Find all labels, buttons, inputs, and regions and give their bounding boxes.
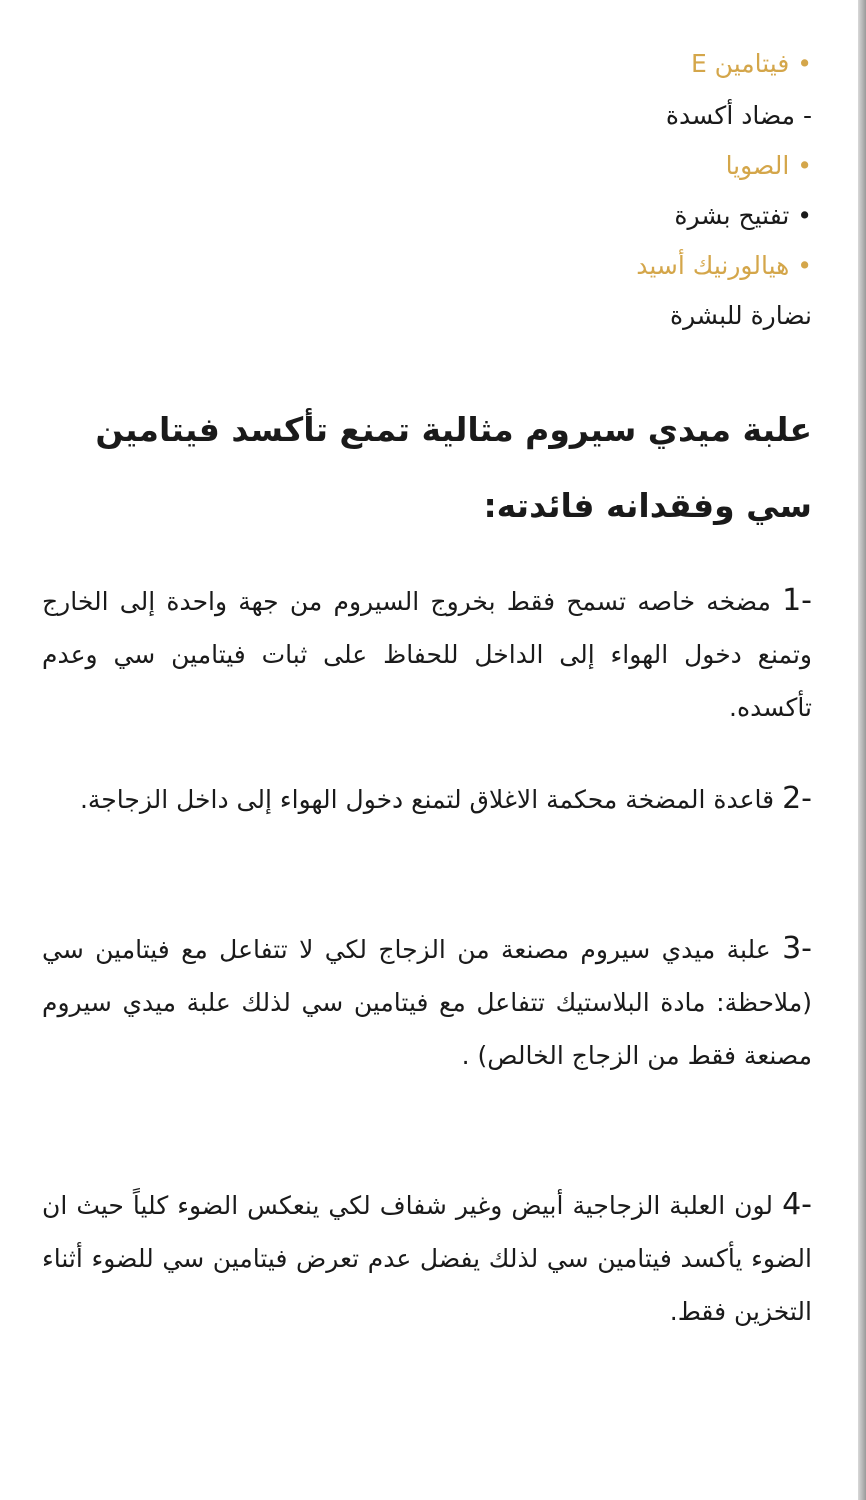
point-2-text: قاعدة المضخة محكمة الاغلاق لتمنع دخول الهواء إلى داخل الزجاجة. (79, 785, 775, 814)
ingredient-hyaluronic-benefit: نضارة للبشرة (669, 301, 812, 330)
point-1 (42, 574, 812, 734)
ingredient-soy-benefit: • تفتيح بشرة (674, 201, 812, 230)
point-3 (42, 922, 812, 1082)
point-4-number: 4- (782, 1187, 813, 1222)
point-3-text: علبة ميدي سيروم مصنعة من الزجاج لكي لا تتفاعل مع فيتامين سي (ملاحظة: مادة البلاستيك تتفاعل مع فيتامين سي لذلك علبة ميدي سيروم مصنعة فقط من الزجاج الخالص) . (42, 935, 812, 1070)
ingredient-soy: • الصويا (725, 151, 812, 180)
point-2 (42, 772, 812, 826)
point-1-text: مضخه خاصه تسمح فقط بخروج السيروم من جهة واحدة إلى الخارج وتمنع دخول الهواء إلى الداخل للحفاظ على ثبات فيتامين سي وعدم تأكسده. (42, 587, 812, 722)
ingredient-vitamin-e-benefit: - مضاد أكسدة (665, 101, 812, 130)
point-4 (42, 1178, 812, 1338)
section-heading-line-2: سي وفقدانه فائدته: (483, 486, 812, 525)
ingredient-hyaluronic-acid: • هيالورنيك أسيد (636, 251, 812, 280)
ingredient-vitamin-e: • فيتامين E (690, 49, 812, 78)
point-1-number: 1- (782, 583, 812, 618)
point-2-number: 2- (782, 781, 812, 816)
point-3-number: 3- (782, 931, 812, 966)
point-4-text: لون العلبة الزجاجية أبيض وغير شفاف لكي ينعكس الضوء كلياً حيث ان الضوء يأكسد فيتامين سي لذلك يفضل عدم تعرض فيتامين سي للضوء أثناء التخزين فقط. (42, 1191, 812, 1326)
section-heading-line-1: علبة ميدي سيروم مثالية تمنع تأكسد فيتامين (95, 410, 812, 449)
page-edge-shadow (858, 0, 866, 1500)
